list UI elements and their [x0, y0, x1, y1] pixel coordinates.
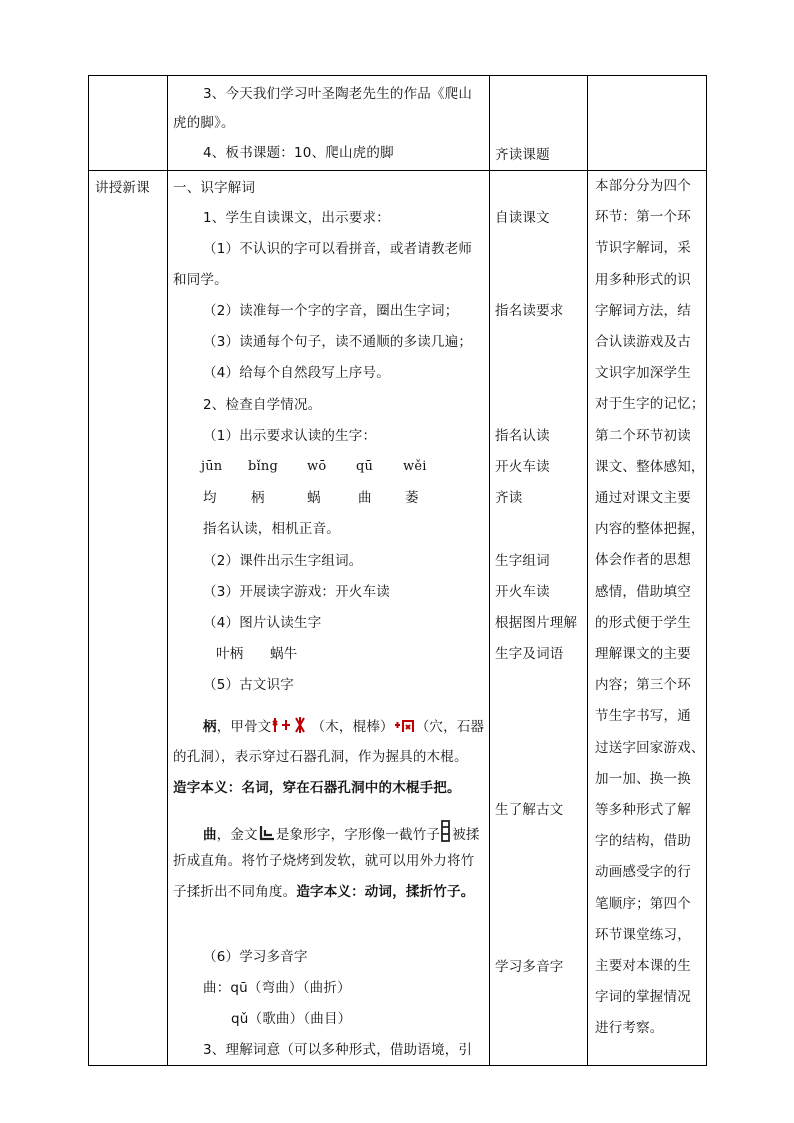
content-line: 3、理解词意（可以多种形式，借助语境，引 — [203, 1042, 473, 1058]
oracle-bone-cave-glyph-icon — [394, 716, 416, 740]
content-line: 指名认读，相机正音。 — [203, 521, 340, 537]
activity-item: 学习多音字 — [495, 959, 564, 975]
rationale-line: 环节课堂练习， — [595, 926, 691, 943]
rationale-line: 节生字书写，通 — [595, 708, 691, 725]
activity-item: 生字及词语 — [495, 646, 564, 662]
bing-paragraph-line-2: 的孔洞），表示穿过石器孔洞，作为握具的木棍。 — [173, 749, 468, 765]
rationale-line: 本部分分为四个 — [595, 178, 691, 194]
content-line: 和同学。 — [173, 272, 228, 288]
bing-paragraph-line-1: 柄，甲骨文 （木，棍棒） （穴，石器 — [203, 716, 484, 740]
oracle-bone-wood-glyph-icon — [272, 716, 312, 740]
rationale-line: 笔顺序；第四个 — [595, 895, 691, 912]
rationale-line: 等多种形式了解 — [595, 802, 691, 818]
content-line: （1）不认识的字可以看拼音，或者请教老师 — [203, 241, 473, 257]
bronze-script-qu-glyph-icon — [258, 824, 276, 848]
activity-item: 指名读要求 — [495, 303, 564, 319]
rationale-line: 字解词方法，结 — [595, 302, 691, 319]
top-row-line-3: 4、板书课题：10、爬山虎的脚 — [203, 145, 394, 161]
qu-paragraph-line-1: 曲，金文 是象形字，字形像一截竹子 被揉 — [203, 820, 480, 848]
top-row-line-2: 虎的脚》。 — [173, 115, 235, 131]
rationale-line: 对于生字的记忆； — [595, 396, 705, 413]
activity-item: 自读课文 — [495, 210, 550, 226]
rationale-line: 字词的掌握情况 — [595, 989, 691, 1006]
activity-item: 指名认读 — [495, 428, 550, 444]
pinyin-bing: bǐng — [248, 459, 278, 474]
word-yebing: 叶柄 — [216, 646, 244, 662]
activity-item: 生字组词 — [495, 553, 550, 569]
rationale-line: 用多种形式的识 — [595, 271, 691, 288]
char-wei: 萎 — [405, 490, 419, 506]
bing-headword: 柄 — [203, 719, 217, 735]
content-line: （5）古文识字 — [203, 677, 294, 693]
char-jun: 均 — [203, 490, 217, 506]
rationale-line: 主要对本课的生 — [595, 958, 691, 974]
content-line: （4）给每个自然段写上序号。 — [203, 365, 390, 381]
table-col-divider-2 — [489, 75, 490, 1065]
rationale-line: 理解课文的主要 — [595, 646, 691, 662]
rationale-line: 动画感受字的行 — [595, 864, 691, 881]
activity-item: 开火车读 — [495, 584, 550, 600]
rationale-line: 的形式便于学生 — [595, 614, 691, 631]
rationale-line: 体会作者的思想 — [595, 552, 691, 569]
content-line: （4）图片认读生字 — [203, 615, 322, 631]
rationale-line: 第二个环节初读 — [595, 427, 691, 444]
pinyin-wo: wō — [307, 459, 327, 474]
qu-headword: 曲 — [203, 827, 217, 843]
content-line: 2、检查自学情况。 — [203, 397, 322, 413]
char-bing: 柄 — [251, 490, 265, 506]
rationale-line: 课文、整体感知， — [595, 458, 705, 475]
rationale-line: 进行考察。 — [595, 1020, 664, 1037]
rationale-line: 内容；第三个环 — [595, 677, 691, 694]
table-bottom-border — [88, 1065, 707, 1066]
top-row-activity: 齐读课题 — [495, 147, 550, 163]
rationale-line: 感情，借助填空 — [595, 583, 691, 600]
activity-item: 生了解古文 — [495, 802, 564, 818]
rationale-line: 通过对课文主要 — [595, 490, 691, 506]
rationale-line: 节识字解词，采 — [595, 240, 691, 257]
qu-paragraph-line-3: 子揉折出不同角度。造字本义：动词，揉折竹子。 — [173, 884, 475, 900]
content-line: （3）读通每个句子，读不通顺的多读几遍； — [203, 334, 473, 350]
rationale-line: 加一加、换一换 — [595, 770, 691, 787]
activity-item: 开火车读 — [495, 459, 550, 475]
table-right-border — [706, 75, 707, 1065]
rationale-line: 环节：第一个环 — [595, 209, 691, 226]
rationale-line: 内容的整体把握， — [595, 521, 705, 538]
content-line: （2）读准每一个字的字音，圈出生字词； — [203, 303, 459, 319]
word-woniu: 蜗牛 — [270, 646, 298, 662]
content-line: 曲：qū（弯曲）（曲折） — [203, 980, 351, 996]
char-wo: 蜗 — [307, 490, 321, 506]
pinyin-jun: jūn — [201, 459, 223, 474]
content-line: （6）学习多音字 — [203, 949, 308, 965]
content-line: 1、学生自读课文，出示要求： — [203, 210, 390, 226]
qu-paragraph-line-2: 折成直角。将竹子烧烤到发软，就可以用外力将竹 — [173, 853, 475, 869]
pinyin-wei: wěi — [403, 459, 427, 474]
bamboo-glyph-icon — [440, 820, 452, 848]
content-line: 一、识字解词 — [173, 180, 256, 196]
rationale-line: 合认读游戏及古 — [595, 334, 691, 350]
activity-item: 齐读 — [495, 490, 523, 506]
rationale-line: 字的结构，借助 — [595, 833, 691, 850]
top-row-line-1: 3、今天我们学习叶圣陶老先生的作品《爬山 — [203, 86, 473, 102]
content-line: （2）课件出示生字组词。 — [203, 553, 363, 569]
char-qu: 曲 — [358, 490, 372, 506]
content-line: qǔ（歌曲）（曲目） — [231, 1011, 352, 1027]
activity-item: 根据图片理解 — [495, 615, 578, 631]
content-line: （3）开展读字游戏：开火车读 — [203, 584, 390, 600]
rationale-line: 文识字加深学生 — [595, 365, 691, 382]
table-left-border — [88, 75, 89, 1065]
pinyin-qu: qū — [356, 459, 374, 474]
table-row-divider — [88, 170, 707, 171]
table-col-divider-1 — [167, 75, 168, 1065]
rationale-line: 过送字回家游戏、 — [595, 739, 705, 756]
table-top-border — [88, 75, 707, 76]
section-label: 讲授新课 — [95, 180, 150, 196]
bing-paragraph-line-3: 造字本义：名词，穿在石器孔洞中的木棍手把。 — [173, 780, 461, 796]
table-col-divider-3 — [587, 75, 588, 1065]
content-line: （1）出示要求认读的生字： — [203, 428, 377, 444]
